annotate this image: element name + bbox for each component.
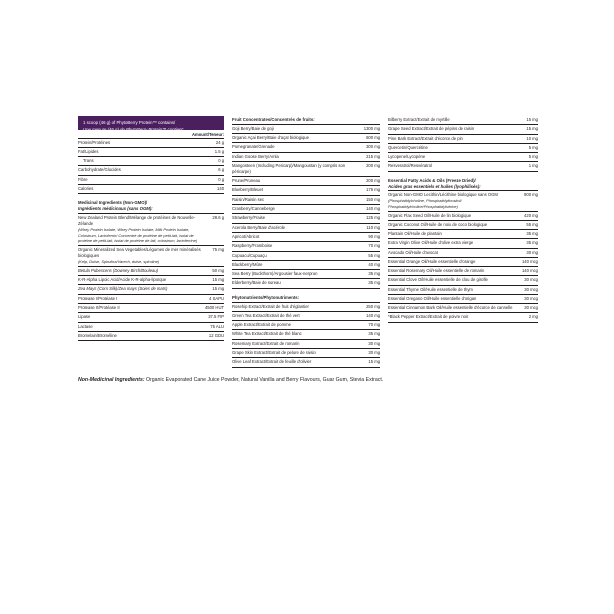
table-row: *Black Pepper Extract/Extrait de poivre noir 2 mg — [388, 313, 538, 322]
supplement-facts-panel — [78, 116, 538, 384]
table-row: Apricot/Abricot 90 mg — [232, 233, 380, 242]
table-row: Rosehip Extract/Extrait de fruit d'églantier 250 mg — [232, 303, 380, 312]
table-row: Raspberry/Framboise 70 mg — [232, 242, 380, 251]
column-one — [78, 116, 224, 341]
table-row: Essential Thyme Oil/Huile essentielle de thym 30 mcg — [388, 286, 538, 295]
medicinal-list — [78, 214, 224, 341]
table-row: Prune/Pruneau 200 mg — [232, 177, 380, 186]
columns-container — [78, 116, 538, 368]
table-row: Olive Leaf Extract/Extrait de feuille d'olivier 15 mg — [232, 358, 380, 367]
table-row: Bromelain/Broméline 12 GDU — [78, 332, 224, 341]
table-row: Zea Mays (Corn Silk)/Zea mays (Soies de maïs) 15 mg — [78, 285, 224, 294]
phyto-heading: Phytonutrients/Phytonutriments: — [232, 294, 380, 303]
table-row: Grape Skin Extract/Extrait de pelure de raisin 30 mg — [232, 349, 380, 358]
table-row: Essential Clove Oil/Huile essentielle de clou de girofle 30 mcg — [388, 276, 538, 285]
table-row: Pine Bark Extract/Extrait d'écorce de pin 10 mg — [388, 135, 538, 144]
table-row: Lycopene/Lycopène 5 mg — [388, 153, 538, 162]
table-row: Betula Pubescens (Downey Birch/Bouleau) 50 mg — [78, 267, 224, 276]
non-medicinal-label: Non-Medicinal Ingredients: — [78, 376, 145, 383]
amount-header: Amount/Teneur: — [78, 130, 224, 139]
table-row: Organic Flax Seed Oil/Huile de lin biologique 420 mg — [388, 212, 538, 221]
nutrition-list — [78, 139, 224, 195]
serving-line-fr: Une mesure (46 g) de PhytoBerry Protein™ contient: — [83, 126, 184, 132]
table-row: New Zealand Protein Blend/Mélange de protéines de Nouvelle-Zélande (Whey Protein Isolate, Whey Protein Isolate, Milk Protein Isolate, Colostrum, Lactoferrin/ Concentré de protéine de petit-lait, isolat de protéine de petit-lait, isolat de protéine de lait, colostrum, lactoferrine) 28.6 g — [78, 214, 224, 246]
table-row: Protease I/Protéase I 4 SAPU — [78, 295, 224, 304]
serving-line-en: 1 scoop (46 g) of PhytoBerry Protein™ contains/ — [83, 120, 176, 125]
table-row: Apple Extract/Extrait de pomme 70 mg — [232, 321, 380, 330]
table-row: Pomegranate/Grenade 300 mg — [232, 143, 380, 152]
table-row: Essential Cinnamon Bark Oil/Huile essentielle d'écorce de cannelle 30 mcg — [388, 304, 538, 313]
table-row: Essential Oregano Oil/Huile essentielle d'origan 30 mcg — [388, 295, 538, 304]
table-row: Extra Virgin Olive Oil/Huile d'olive extra vierge 35 mg — [388, 239, 538, 248]
table-row: Bilberry Extract/Extrait de myrtille 15 mg — [388, 116, 538, 125]
fruit-list — [232, 125, 380, 289]
table-row: Cranberry/Canneberge 140 mg — [232, 205, 380, 214]
table-row: Plantain Oil/Huile de plantain 35 mg — [388, 230, 538, 239]
table-row: Indian Goose Berry/Amla 215 mg — [232, 153, 380, 162]
medicinal-heading: Medicinal Ingredients (Non-GMO)/ Ingrédients médicinaux (sans OGM): — [78, 199, 224, 214]
table-row: K-R-Alpha Lipoic Acid/Acide K-R-alpha-lipoïque 15 mg — [78, 276, 224, 285]
table-row: Goji Berry/Baie de goji 1300 mg — [232, 125, 380, 134]
non-medicinal-text: Organic Evaporated Cane Juice Powder, Natural Vanilla and Berry Flavours, Guar Gum, Stevia Extract. — [144, 376, 384, 383]
table-row: Raisin/Raisin sec 150 mg — [232, 196, 380, 205]
table-row: White Tea Extract/Extrait de thé blanc 35 mg — [232, 330, 380, 339]
table-row: Elderberry/Baie de sureau 35 mg — [232, 279, 380, 288]
table-row: Lipase 37.5 FIP — [78, 313, 224, 322]
fatty-acids-list — [388, 191, 538, 322]
phyto-list — [232, 303, 380, 368]
table-row: Organic Açai Berry/Baie d'açaï biologique 600 mg — [232, 134, 380, 143]
table-row: Organic Coconut Oil/Huile de noix de coco biologique 55 mg — [388, 221, 538, 230]
table-row: Carbohydrate/Glucides 6 g — [78, 166, 224, 175]
table-row: Protein/Protéines 24 g — [78, 139, 224, 148]
table-row: Fibre 0 g — [78, 176, 224, 185]
fruit-heading: Fruit Concentrates/Concentrés de fruits: — [232, 116, 380, 125]
table-row: Trans 0 g — [78, 157, 224, 166]
table-row: Organic Non-GMO Lecithin/Lécithine biologique sans OGM (Phosphatidylcholine, Phosphatidylinositol/ Phosphatidylcholine/Phosphatidylsérine) 900 mg — [388, 191, 538, 211]
non-medicinal-ingredients — [78, 375, 538, 384]
table-row: Calories 140 — [78, 185, 224, 194]
table-row: Fat/Lipides 1.5 g — [78, 148, 224, 157]
table-row: Strawberry/Fraise 125 mg — [232, 214, 380, 223]
table-row: Sea Berry (Buckthorn)/Argousier faux-nerprun 35 mg — [232, 270, 380, 279]
serving-header — [78, 116, 224, 130]
table-row: Protease II/Protéase II 4500 HUT — [78, 304, 224, 313]
table-row: Acerola Berry/Baie d'acérole 110 mg — [232, 224, 380, 233]
table-row: Quercetin/Quercétine 5 mg — [388, 144, 538, 153]
column-two — [232, 116, 380, 368]
table-row: Green Tea Extract/Extrait de thé vert 140 mg — [232, 312, 380, 321]
table-row: Organic Mineralized Sea Vegetables/Légumes de mer minéralisés biologiques (Kelp, Dulse, Spirulina/Varech, dulse, spiruline) 75 mg — [78, 246, 224, 267]
fatty-acids-heading: Essential Fatty Acids & Oils (Freeze Dried)/ Acides gras essentiels et huiles (lyophilisés): — [388, 177, 538, 192]
table-row: Rosemary Extract/Extrait de romarin 30 mg — [232, 340, 380, 349]
table-row: Mangosteen (Including Pericarp)/Mangoustan (y compris son péricarpe) 200 mg — [232, 162, 380, 177]
table-row: Resveratrol/Resvératrol 1 mg — [388, 162, 538, 171]
table-row: Blackberry/Mûre 40 mg — [232, 261, 380, 270]
extracts-continued-list — [388, 116, 538, 172]
column-three — [388, 116, 538, 323]
table-row: Blueberry/Bleuet 175 mg — [232, 186, 380, 195]
table-row: Lactase 75 ALU — [78, 323, 224, 332]
table-row: Essential Rosemary Oil/Huile essentielle de romarin 140 mcg — [388, 267, 538, 276]
table-row: Essential Orange Oil/Huile essentielle d'orange 140 mcg — [388, 258, 538, 267]
table-row: Grape Seed Extract/Extrait de pépins de raisin 15 mg — [388, 125, 538, 134]
table-row: Avocado Oil/Huile d'avocat 30 mg — [388, 249, 538, 258]
table-row: Cupuacu/Cupuaçu 55 mg — [232, 252, 380, 261]
